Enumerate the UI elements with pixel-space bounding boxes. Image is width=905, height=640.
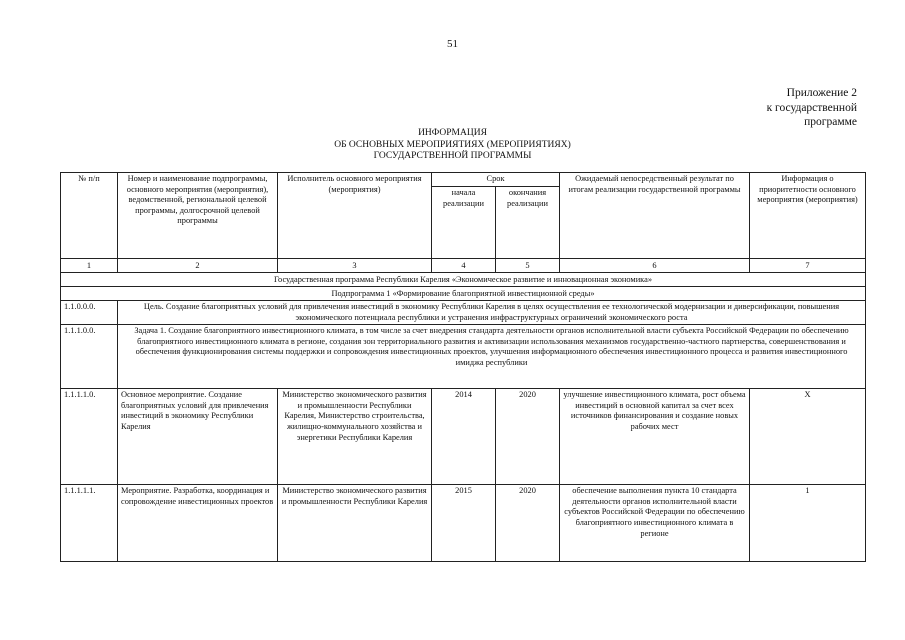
appendix-line-2: к государственной <box>766 101 857 114</box>
goal-text: Цель. Создание благоприятных условий для привлечения инвестиций в экономику Республики Карелия в целях осуществления ее технологической модернизации и диверсификации, повышения экономического потенциала республики и устранения инфраструктурных ограничений экономического роста <box>118 301 866 325</box>
header-term: Срок <box>432 173 560 187</box>
appendix-line-3: программе <box>804 116 857 128</box>
header-result: Ожидаемый непосредственный результат по итогам реализации государственной программы <box>560 173 750 259</box>
title-line-2: ОБ ОСНОВНЫХ МЕРОПРИЯТИЯХ (МЕРОПРИЯТИЯХ) <box>334 139 571 150</box>
page-number: 51 <box>447 38 458 50</box>
header-executor: Исполнитель основного мероприятия (мероприятия) <box>278 173 432 259</box>
row-start-year: 2014 <box>432 389 496 485</box>
program-row <box>61 273 866 287</box>
column-number: 6 <box>560 259 750 273</box>
row-start-year: 2015 <box>432 485 496 562</box>
row-name: Основное мероприятие. Создание благоприятных условий для привлечения инвестиций в экономику Республики Карелия <box>118 389 278 485</box>
row-end-year: 2020 <box>496 485 560 562</box>
row-number: 1.1.1.1.0. <box>61 389 118 485</box>
subprogram-row <box>61 287 866 301</box>
row-result: улучшение инвестиционного климата, рост объема инвестиций в основной капитал за счет всех источников финансирования и создание новых рабочих мест <box>560 389 750 485</box>
title-line-1: ИНФОРМАЦИЯ <box>418 128 487 138</box>
measures-table <box>60 172 866 562</box>
task-number: 1.1.1.0.0. <box>61 325 118 389</box>
goal-number: 1.1.0.0.0. <box>61 301 118 325</box>
header-start: начала реализации <box>432 187 496 259</box>
subprogram-title: Подпрограмма 1 «Формирование благоприятной инвестиционной среды» <box>61 287 866 301</box>
row-priority: X <box>750 389 866 485</box>
column-number: 2 <box>118 259 278 273</box>
column-number: 3 <box>278 259 432 273</box>
table-row <box>61 485 866 562</box>
header-num: № п/п <box>61 173 118 259</box>
row-executor: Министерство экономического развития и промышленности Республики Карелия, Министерство строительства, жилищно-коммунального хозяйства и энергетики Республики Карелия <box>278 389 432 485</box>
column-numbers-row <box>61 259 866 273</box>
row-priority: 1 <box>750 485 866 562</box>
row-result: обеспечение выполнения пункта 10 стандарта деятельности органов исполнительной власти субъектов Российской Федерации по обеспечению благоприятного инвестиционного климата в регионе <box>560 485 750 562</box>
header-end: окончания реализации <box>496 187 560 259</box>
column-number: 7 <box>750 259 866 273</box>
header-priority: Информация о приоритетности основного мероприятия (мероприятия) <box>750 173 866 259</box>
column-number: 5 <box>496 259 560 273</box>
goal-row <box>61 301 866 325</box>
task-text: Задача 1. Создание благоприятного инвестиционного климата, в том числе за счет внедрения стандарта деятельности органов исполнительной власти субъекта Российской Федерации по обеспечению благоприятного инвестиционного климата в регионе, создания зон территориального развития и активизации использования механизмов государственно-частного партнерства, совершенствования и обеспечения функционирования системы поддержки и сопровождения инвестиционных проектов, улучшения информационного обеспечения инвестиционного процесса и развития инвестиционного имиджа республики <box>118 325 866 389</box>
appendix-line-1: Приложение 2 <box>786 87 857 99</box>
document-title <box>0 128 905 163</box>
header-name: Номер и наименование подпрограммы, основного мероприятия (мероприятия), ведомственной, региональной целевой программы, долгосрочной целевой программы <box>118 173 278 259</box>
title-line-3: ГОСУДАРСТВЕННОЙ ПРОГРАММЫ <box>373 151 532 161</box>
column-number: 1 <box>61 259 118 273</box>
row-number: 1.1.1.1.1. <box>61 485 118 562</box>
row-name: Мероприятие. Разработка, координация и сопровождение инвестиционных проектов <box>118 485 278 562</box>
row-end-year: 2020 <box>496 389 560 485</box>
task-row <box>61 325 866 389</box>
header-row-1 <box>61 173 866 187</box>
table-row <box>61 389 866 485</box>
program-title: Государственная программа Республики Карелия «Экономическое развитие и инновационная экономика» <box>61 273 866 287</box>
appendix-note <box>767 86 857 130</box>
row-executor: Министерство экономического развития и промышленности Республики Карелия <box>278 485 432 562</box>
column-number: 4 <box>432 259 496 273</box>
